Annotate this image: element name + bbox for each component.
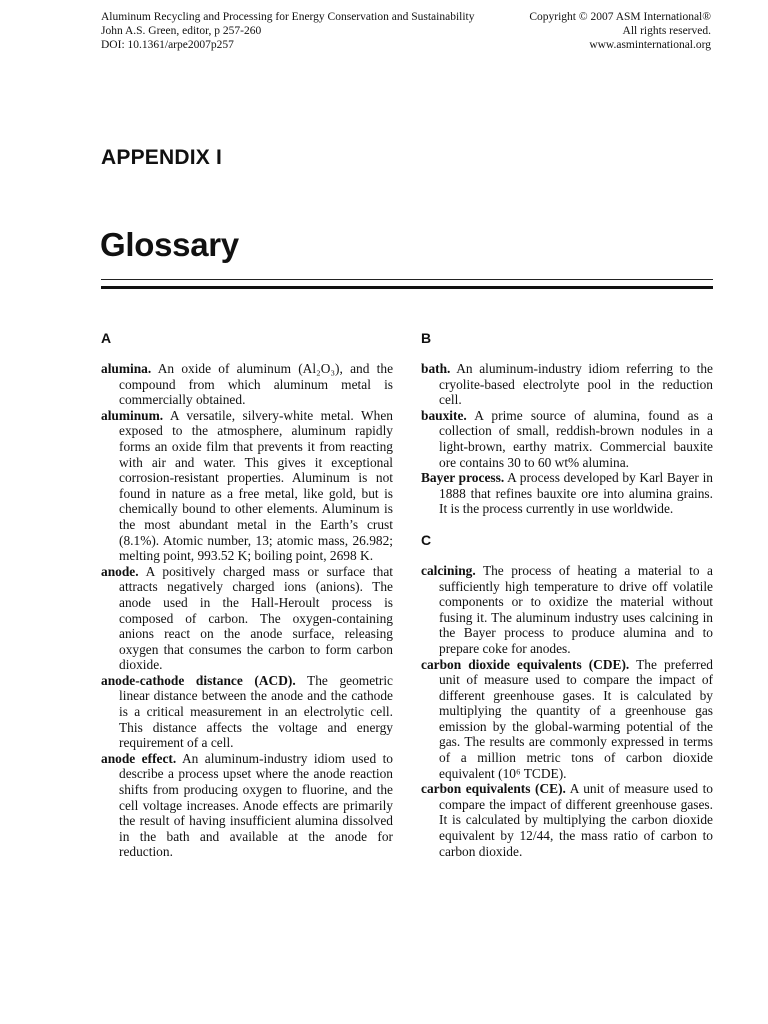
header-right xyxy=(529,10,711,52)
editor-line: John A.S. Green, editor, p 257-260 xyxy=(101,25,262,37)
glossary-term: anode effect. xyxy=(101,750,177,766)
glossary-term: carbon equivalents (CE). xyxy=(421,781,566,797)
glossary-term: anode. xyxy=(101,563,139,579)
column-left xyxy=(101,330,393,860)
header-left xyxy=(101,10,474,52)
glossary-entry xyxy=(421,408,713,470)
glossary-term: bath. xyxy=(421,361,451,376)
glossary-entry xyxy=(421,361,713,408)
doi-line: DOI: 10.1361/arpe2007p257 xyxy=(101,39,234,51)
glossary-definition: A unit of measure used to compare the impact of different greenhouse gases. It is calculated by multiplying the carbon dioxide equivalent by 12/44, the mass ratio of carbon to carbon dioxide. xyxy=(439,781,714,859)
glossary-entry xyxy=(101,564,393,673)
glossary-definition: An aluminum-industry idiom used to describe a process upset where the anode reaction shifts from producing oxygen to fluorine, and the cell voltage increases. Anode effects are primarily the result of having insufficient alumina dissolved in the bath and available at the anode for reduction. xyxy=(119,750,394,860)
glossary-entry xyxy=(421,563,713,657)
section-letter-c: C xyxy=(421,531,432,548)
glossary-entry xyxy=(101,673,393,751)
title-rule-thick xyxy=(101,286,713,289)
title-rule-thin xyxy=(101,279,713,280)
glossary-definition: A prime source of alumina, found as a collection of small, reddish-brown nodules in a light-brown, earthy matrix. Commercial bauxite ore contains 30 to 60 wt% alumina. xyxy=(439,407,713,470)
page-title: Glossary xyxy=(100,226,239,263)
glossary-entry xyxy=(101,751,393,860)
glossary-term: bauxite. xyxy=(421,407,467,423)
glossary-term: aluminum. xyxy=(101,407,164,423)
glossary-definition: The process of heating a material to a sufficiently high temperature to drive off volatile components or to oxidize the material without fusing it. The aluminum industry uses calcining in the Bayer process to produce alumina and to prepare coke for anodes. xyxy=(439,562,714,656)
glossary-definition: A positively charged mass or surface that attracts negatively charged ions (anions). The anode used in the Hall-Heroult process is composed of carbon. The oxygen-containing anions react on the anode surface, releasing oxygen that consumes the carbon to form carbon dioxide. xyxy=(119,563,393,673)
column-right xyxy=(421,330,713,859)
glossary-term: calcining. xyxy=(421,562,476,578)
website-link[interactable]: www.asminternational.org xyxy=(589,39,711,51)
glossary-definition: A process developed by Karl Bayer in 1888 that refines bauxite ore into alumina grains. It is the process currently in use worldwide. xyxy=(439,470,714,517)
glossary-entry xyxy=(421,781,713,859)
glossary-entry xyxy=(421,470,713,517)
appendix-label: APPENDIX I xyxy=(101,146,223,169)
rights-line: All rights reserved. xyxy=(622,25,711,37)
glossary-entry xyxy=(421,657,713,782)
glossary-term: Bayer process. xyxy=(421,470,505,486)
book-title: Aluminum Recycling and Processing for Energy Conservation and Sustainability xyxy=(101,11,475,23)
glossary-definition: The geometric linear distance between the anode and the cathode is a critical measurement in an electrolytic cell. This distance affects the voltage and energy requirement of a cell. xyxy=(119,672,394,751)
glossary-entry xyxy=(101,361,393,408)
glossary-entry xyxy=(101,408,393,564)
glossary-term: carbon dioxide equivalents (CDE). xyxy=(421,656,630,672)
glossary-definition: The preferred unit of measure used to compare the impact of different greenhouse gases. It is calculated by multiplying the quantity of a greenhouse gas emission by the global-warming potential of the gas. The results are commonly expressed in terms of a million metric tons of carbon dioxide equivalent (10⁶ TCDE). xyxy=(439,656,714,781)
glossary-term: anode-cathode distance (ACD). xyxy=(101,672,296,688)
glossary-definition: An oxide of aluminum (Al₂O₃), and the compound from which aluminum metal is commercially obtained. xyxy=(119,361,394,408)
glossary-term: alumina. xyxy=(101,361,152,376)
glossary-definition: A versatile, silvery-white metal. When exposed to the atmosphere, aluminum rapidly forms an oxide film that prevents it from reacting with air and water. This gives it exceptional corrosion-resistant properties. Aluminum is not found in nature as a free metal, like gold, but is chemically bound to other elements. Aluminum is the most abundant metal in the Earth’s crust (8.1%). Atomic number, 13; atomic mass, 26.982; melting point, 993.52 K; boiling point, 2698 K. xyxy=(119,407,393,564)
section-letter-a: A xyxy=(101,330,112,346)
glossary-definition: An aluminum-industry idiom referring to the cryolite-based electrolyte pool in the reduction cell. xyxy=(439,361,713,408)
section-letter-b: B xyxy=(421,330,432,346)
copyright-line: Copyright © 2007 ASM International® xyxy=(529,11,711,23)
